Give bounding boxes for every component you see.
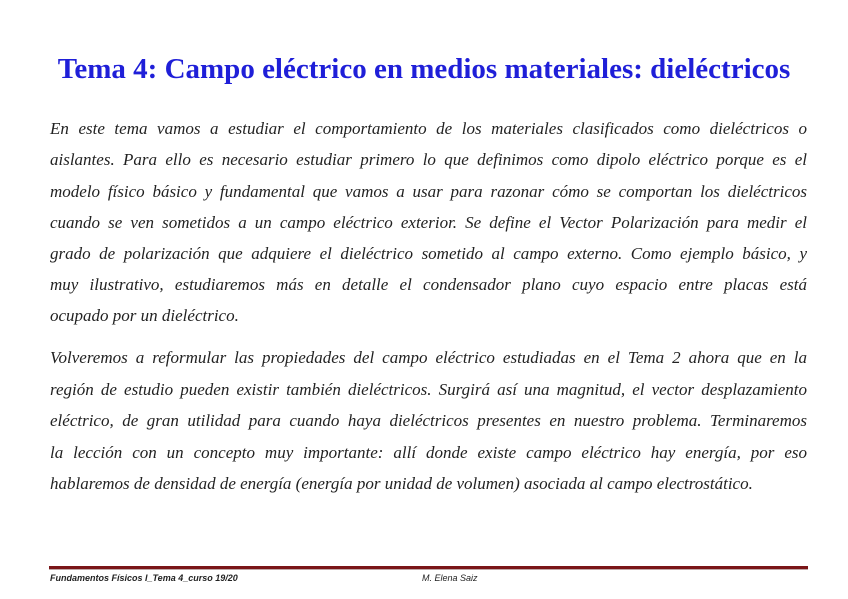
- footer-course-label: Fundamentos Físicos I_Tema 4_curso 19/20: [50, 573, 238, 583]
- text-line: hablaremos de densidad de energía (energía por unidad de volumen) asociada al campo electrostático.: [50, 474, 753, 493]
- page-title: Tema 4: Campo eléctrico en medios materiales: dieléctricos: [57, 53, 791, 85]
- text-line: grado de polarización que adquiere el dieléctrico sometido al campo externo. Como ejemplo básico, y: [50, 244, 807, 263]
- text-line: Volveremos a reformular las propiedades del campo eléctrico estudiadas en el Tema 2 ahora que en la: [50, 348, 807, 367]
- text-line: región de estudio pueden existir también dieléctricos. Surgirá así una magnitud, el vector desplazamiento: [50, 380, 807, 399]
- footer-divider-shadow: [49, 569, 808, 570]
- text-line: ocupado por un dieléctrico.: [50, 306, 239, 325]
- text-line: cuando se ven sometidos a un campo eléctrico exterior. Se define el Vector Polarización para medir el: [50, 213, 807, 232]
- text-line: eléctrico, de gran utilidad para cuando haya dieléctricos presentes en nuestro problema. Terminaremos: [50, 411, 807, 430]
- text-line: modelo físico básico y fundamental que vamos a usar para razonar cómo se comportan los dieléctricos: [50, 182, 807, 201]
- footer-author: M. Elena Saiz: [422, 573, 478, 583]
- text-line: la lección con un concepto muy importante: allí donde existe campo eléctrico hay energía, por eso: [50, 443, 807, 462]
- text-line: aislantes. Para ello es necesario estudiar primero lo que definimos como dipolo eléctrico porque es el: [50, 150, 807, 169]
- text-line: muy ilustrativo, estudiaremos más en detalle el condensador plano cuyo espacio entre placas está: [50, 275, 807, 294]
- text-line: En este tema vamos a estudiar el comportamiento de los materiales clasificados como dieléctricos o: [50, 119, 807, 138]
